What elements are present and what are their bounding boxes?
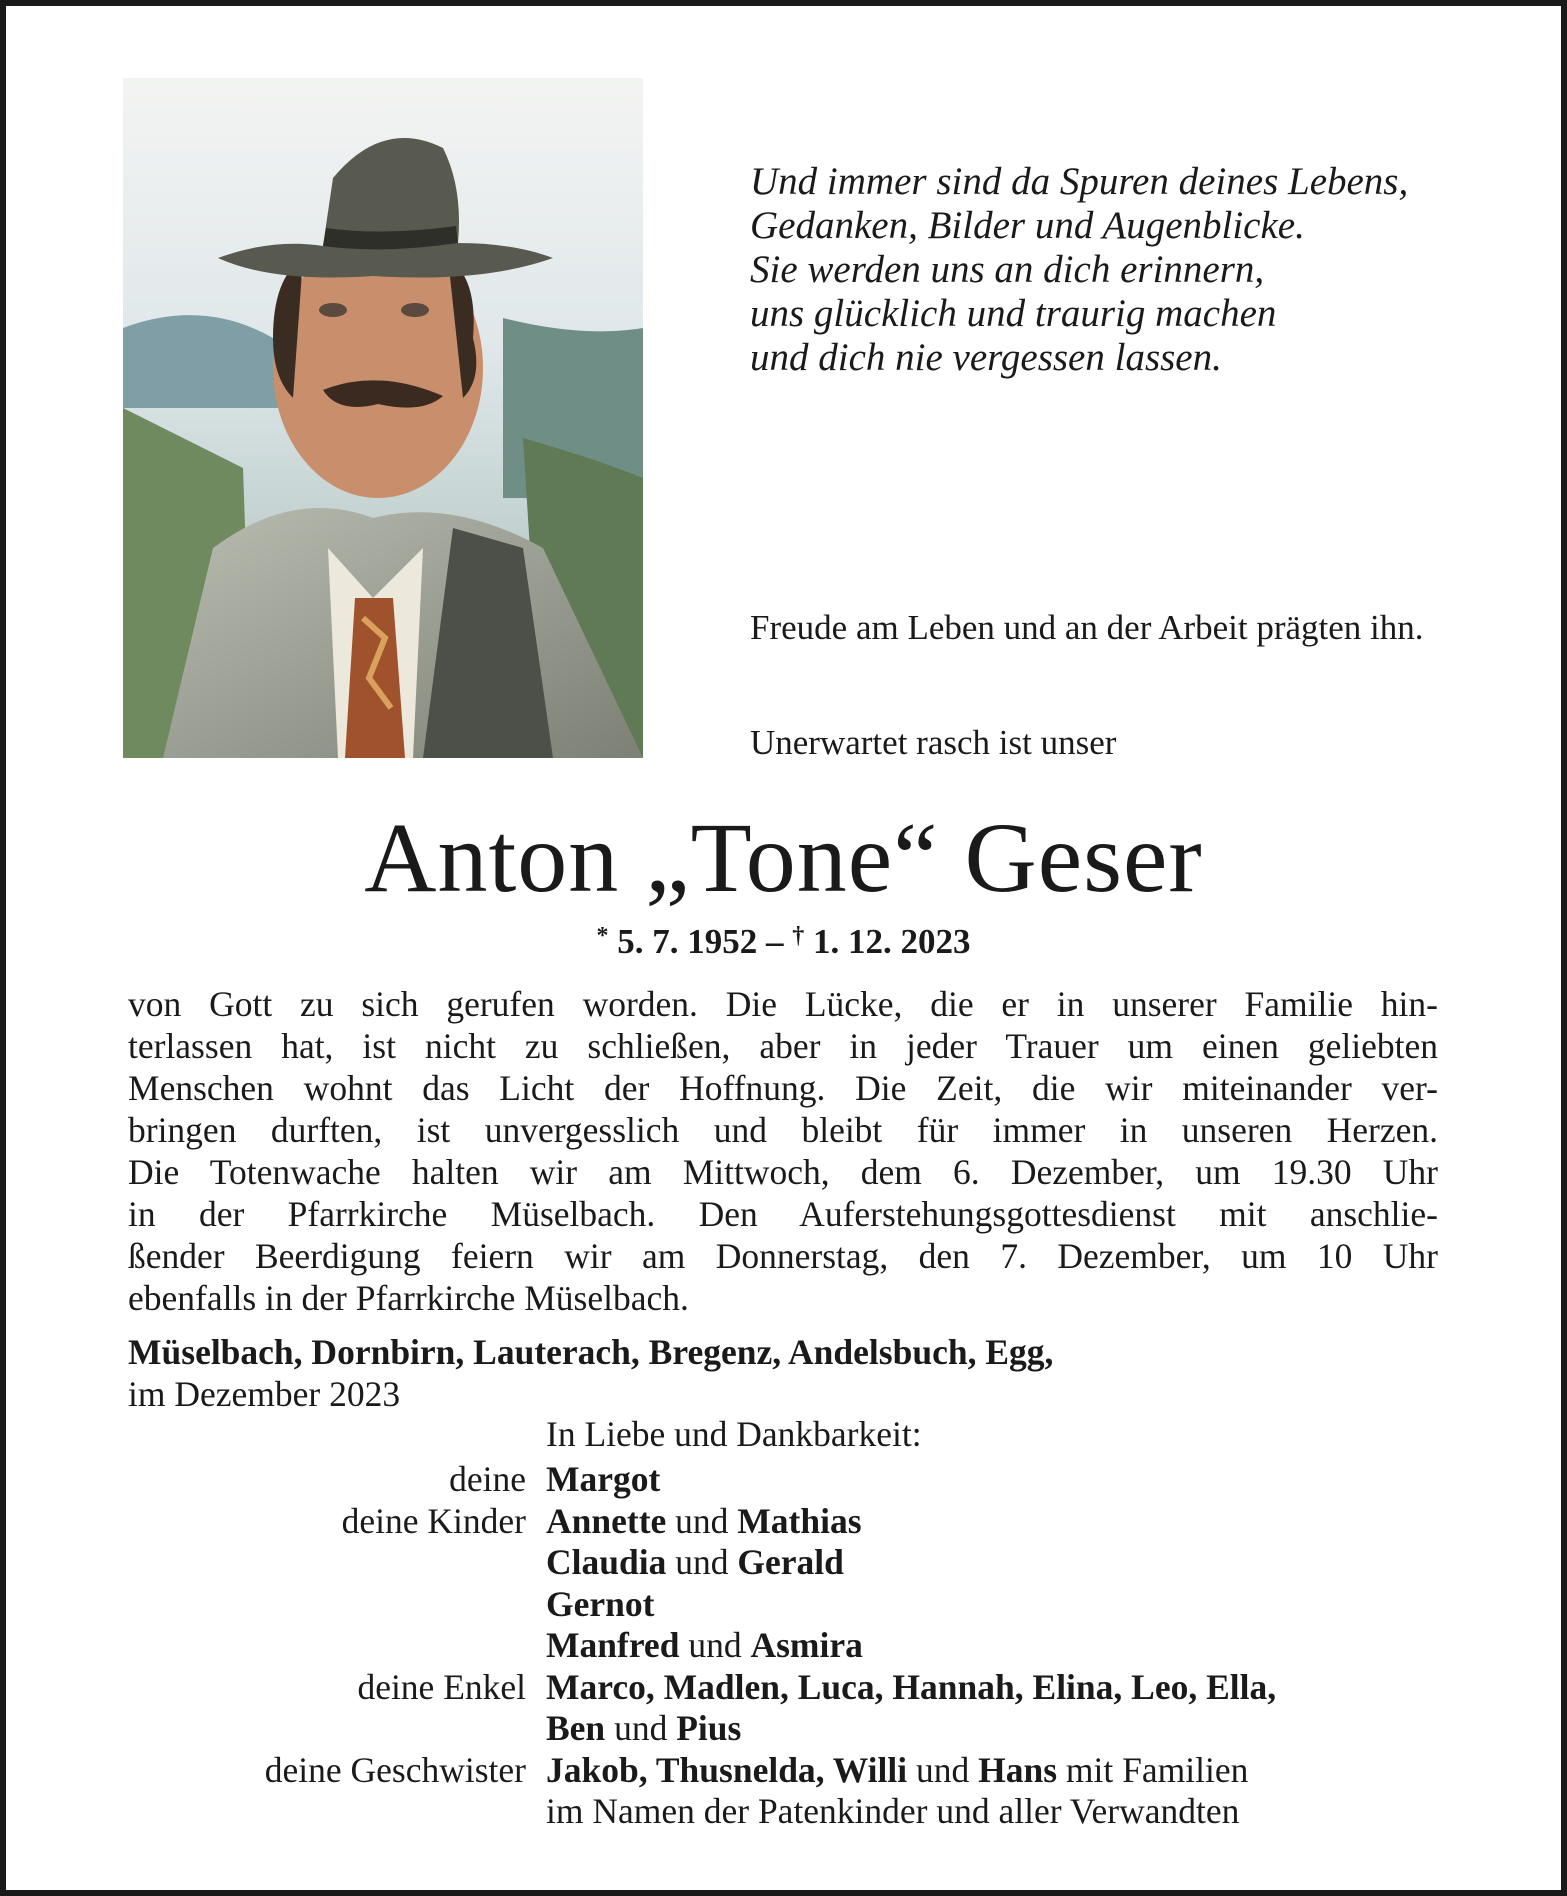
birth-date: 5. 7. 1952 — [617, 922, 758, 961]
date-line: im Dezember 2023 — [128, 1374, 401, 1414]
family-name: Marco, Madlen, Luca, Hannah, Elina, Leo, Ella, — [546, 1666, 1277, 1707]
role-label: deine Enkel — [357, 1666, 526, 1707]
family-row-grandchildren — [0, 1667, 1567, 1709]
born-symbol: * — [596, 923, 609, 949]
death-date: 1. 12. 2023 — [813, 922, 971, 961]
conjunction: und — [915, 1749, 970, 1790]
family-name: Gernot — [546, 1583, 655, 1624]
place-date-block — [128, 1331, 1053, 1415]
siblings-suffix: mit Familien — [1065, 1749, 1249, 1790]
poem-line: Und immer sind da Spuren deines Lebens, — [750, 160, 1409, 203]
family-row-siblings — [0, 1750, 1567, 1792]
body-line: ebenfalls in der Pfarrkirche Müselbach. — [128, 1278, 689, 1318]
body-line: terlassen hat, ist nicht zu schließen, aber in jeder Trauer um einen geliebten — [128, 1026, 1438, 1066]
deceased-name: Anton „Tone“ Geser — [364, 802, 1203, 913]
family-name: Margot — [546, 1459, 661, 1499]
conjunction: und — [675, 1500, 729, 1541]
conjunction: und — [614, 1708, 668, 1748]
body-line: von Gott zu sich gerufen worden. Die Lücke, die er in unserer Familie hin- — [128, 984, 1438, 1024]
family-name: Annette — [546, 1500, 667, 1541]
family-name: Gerald — [737, 1542, 844, 1582]
family-name: Claudia — [546, 1542, 667, 1582]
role-label: deine Geschwister — [264, 1749, 526, 1790]
poem-line: Sie werden uns an dich erinnern, — [750, 248, 1265, 291]
date-separator: – — [766, 922, 784, 961]
family-name: Ben — [546, 1708, 606, 1748]
died-symbol: † — [792, 923, 805, 949]
role-label: deine — [449, 1459, 526, 1499]
family-row-spouse — [0, 1459, 1567, 1501]
closing-line: im Namen der Patenkinder und aller Verwandten — [546, 1791, 1240, 1831]
body-line: Die Totenwache halten wir am Mittwoch, dem 6. Dezember, um 19.30 Uhr — [128, 1152, 1438, 1192]
family-row-children — [0, 1542, 1567, 1584]
family-name: Hans — [978, 1749, 1058, 1790]
intro-text: Unerwartet rasch ist unser — [750, 723, 1117, 762]
thanks-line: In Liebe und Dankbarkeit: — [546, 1414, 922, 1454]
family-row-children — [0, 1501, 1567, 1543]
family-row-children — [0, 1584, 1567, 1626]
poem-line: uns glücklich und traurig machen — [750, 292, 1277, 335]
family-row-children — [0, 1625, 1567, 1667]
family-name: Mathias — [737, 1500, 862, 1541]
poem-line: und dich nie vergessen lassen. — [750, 336, 1222, 379]
role-label: deine Kinder — [341, 1500, 526, 1541]
body-line: bringen durften, ist unvergesslich und bleibt für immer in unseren Herzen. — [128, 1110, 1438, 1150]
life-dates — [0, 914, 1567, 964]
conjunction: und — [688, 1625, 742, 1665]
family-name: Asmira — [750, 1625, 863, 1665]
portrait-photo — [123, 78, 643, 758]
joy-text: Freude am Leben und an der Arbeit prägten ihn. — [750, 608, 1424, 647]
poem-line: Gedanken, Bilder und Augenblicke. — [750, 204, 1305, 247]
family-name: Jakob, Thusnelda, Willi — [546, 1749, 908, 1790]
body-line: Menschen wohnt das Licht der Hoffnung. Die Zeit, die wir miteinander ver- — [128, 1068, 1438, 1108]
body-line: ßender Beerdigung feiern wir am Donnerstag, den 7. Dezember, um 10 Uhr — [128, 1236, 1438, 1276]
obituary-body — [128, 983, 1438, 1319]
places-list: Müselbach, Dornbirn, Lauterach, Bregenz, Andelsbuch, Egg, — [128, 1332, 1054, 1372]
family-name: Pius — [676, 1708, 742, 1748]
family-name: Manfred — [546, 1625, 680, 1665]
family-row-closing — [0, 1791, 1567, 1833]
family-list — [0, 1459, 1567, 1833]
conjunction: und — [675, 1542, 729, 1582]
poem — [750, 160, 1470, 380]
body-line: in der Pfarrkirche Müselbach. Den Auferstehungsgottesdienst mit anschlie- — [128, 1194, 1438, 1234]
family-row-grandchildren — [0, 1708, 1567, 1750]
